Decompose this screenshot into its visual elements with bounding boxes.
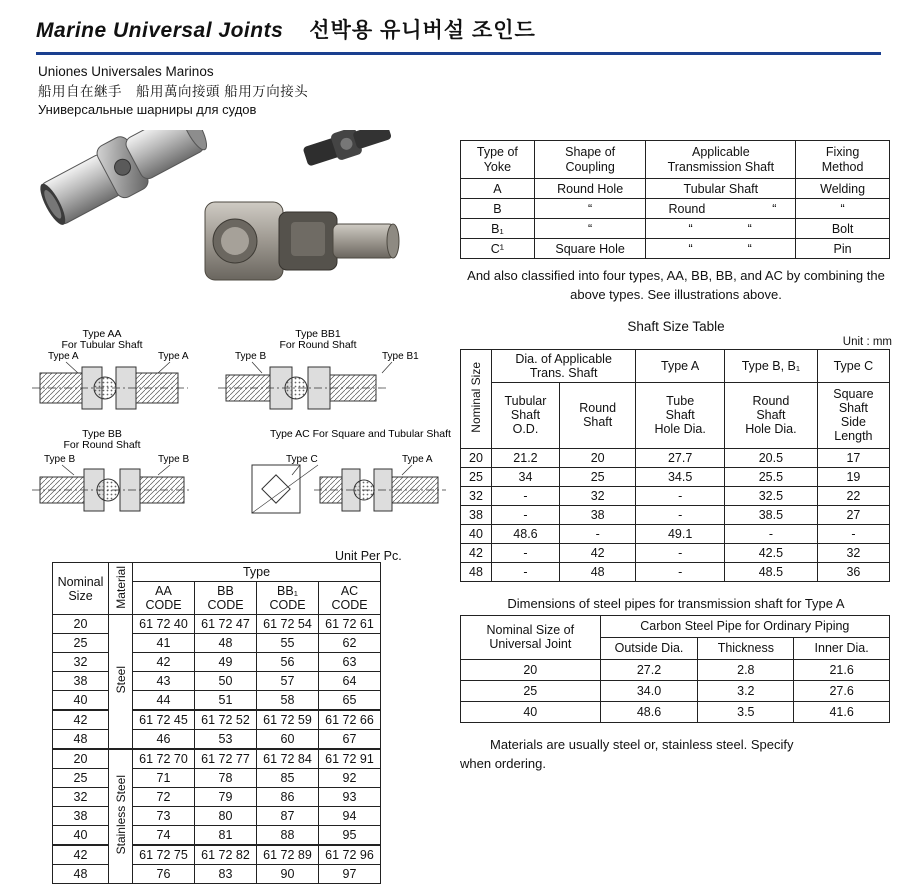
code-table-header-nominal: Nominal Size: [53, 563, 109, 615]
svg-text:Type BB: Type BB: [82, 428, 122, 440]
page-title-korean: 선박용 유니버설 조인드: [309, 19, 536, 42]
material-stainless-steel: Stainless Steel: [109, 749, 133, 884]
shaft-sub-round: Round Shaft: [560, 382, 636, 448]
table-row: 38 43 50 57 64: [53, 672, 381, 691]
svg-text:Type C: Type C: [286, 454, 318, 465]
yoke-header-coupling: Shape of Coupling: [534, 141, 646, 179]
pipe-sub-outside: Outside Dia.: [600, 637, 698, 659]
yoke-header-type: Type of Yoke: [461, 141, 535, 179]
code-col-bb: BB CODE: [195, 582, 257, 615]
shaft-header-nominal: Nominal Size: [461, 349, 492, 448]
shaft-size-table-title: Shaft Size Table: [627, 318, 725, 334]
right-column: [460, 140, 892, 774]
steel-pipe-table: [460, 615, 890, 723]
table-row: A Round Hole Tubular Shaft Welding: [461, 179, 890, 199]
table-row: C¹ Square Hole “ “ Pin: [461, 239, 890, 259]
header-divider: [36, 52, 881, 55]
table-row: 32 42 49 56 63: [53, 653, 381, 672]
svg-text:Type BB1: Type BB1: [295, 328, 341, 340]
yoke-header-fixing: Fixing Method: [796, 141, 890, 179]
svg-text:Type AC For Square and Tubul: Type AC For Square and Tubular Shaft: [270, 428, 451, 440]
shaft-header-type-b: Type B, B₁: [725, 349, 818, 382]
code-table: [52, 562, 381, 884]
table-row: 40 48.6 3.5 41.6: [461, 701, 890, 722]
table-row: B “ Round “ “: [461, 199, 890, 219]
code-col-bb1: BB₁ CODE: [257, 582, 319, 615]
table-row: 20 Steel 61 72 40 61 72 47 61 72 54 61 72 61: [53, 615, 381, 634]
table-row: 25 34 25 34.5 25.5 19: [461, 467, 890, 486]
table-row: 20 Stainless Steel 61 72 70 61 72 77 61 72 84 61 72 91: [53, 749, 381, 769]
table-row: 48 46 53 60 67: [53, 730, 381, 750]
code-table-header-material: Material: [109, 563, 133, 615]
svg-text:Type A: Type A: [48, 351, 79, 362]
svg-text:For Round Shaft: For Round Shaft: [63, 439, 141, 451]
shaft-header-type-a: Type A: [636, 349, 725, 382]
material-steel: Steel: [109, 615, 133, 750]
shaft-sub-tube-hole: Tube Shaft Hole Dia.: [636, 382, 725, 448]
table-row: 40 74 81 88 95: [53, 826, 381, 846]
polished-joint: [33, 130, 214, 233]
table-row: 48 76 83 90 97: [53, 865, 381, 884]
product-photo-area: [20, 130, 450, 320]
unit-per-pc-label: Unit Per Pc.: [335, 549, 402, 563]
table-row: 25 71 78 85 92: [53, 769, 381, 788]
shaft-size-table: [460, 349, 890, 582]
type-diagrams: [30, 325, 460, 555]
subtitle-spanish: Uniones Universales Marinos: [38, 64, 214, 79]
table-row: 42 61 72 45 61 72 52 61 72 59 61 72 66: [53, 710, 381, 730]
subtitle-cjk: 船用自在継手 船用萬向接頭 船用万向接头: [38, 83, 309, 99]
table-row: 40 44 51 58 65: [53, 691, 381, 711]
table-row: 20 21.2 20 27.7 20.5 17: [461, 448, 890, 467]
table-row: 32 72 79 86 93: [53, 788, 381, 807]
page-title: Marine Universal Joints: [36, 19, 284, 42]
shaft-header-type-c: Type C: [817, 349, 889, 382]
svg-text:Type B: Type B: [235, 351, 267, 362]
table-row: 48 - 48 - 48.5 36: [461, 562, 890, 581]
code-col-ac: AC CODE: [319, 582, 381, 615]
subtitle-russian: Универсальные шарниры для судов: [38, 102, 257, 118]
cast-joint: [205, 202, 399, 280]
table-row: 42 61 72 75 61 72 82 61 72 89 61 72 96: [53, 845, 381, 865]
materials-note: Materials are usually steel or, stainless steel. Specify when ordering.: [460, 736, 794, 772]
svg-text:Type B: Type B: [158, 454, 190, 465]
page-header: [36, 14, 881, 44]
svg-text:For Tubular Shaft: For Tubular Shaft: [61, 339, 143, 351]
table-row: 42 - 42 - 42.5 32: [461, 543, 890, 562]
pipe-sub-thickness: Thickness: [698, 637, 794, 659]
svg-text:Type B1: Type B1: [382, 351, 419, 362]
pipe-header-nominal: Nominal Size of Universal Joint: [461, 615, 601, 659]
code-table-header-type: Type: [133, 563, 381, 582]
table-row: 38 - 38 - 38.5 27: [461, 505, 890, 524]
universal-joint-illustration: [20, 130, 450, 320]
shaft-sub-tubular-od: Tubular Shaft O.D.: [491, 382, 559, 448]
svg-text:For Round Shaft: For Round Shaft: [279, 339, 357, 351]
assembly-type-diagrams: [30, 325, 460, 560]
table-row: 38 73 80 87 94: [53, 807, 381, 826]
yoke-header-shaft: Applicable Transmission Shaft: [646, 141, 796, 179]
yoke-type-table: [460, 140, 890, 259]
pipe-table-title: Dimensions of steel pipes for transmission shaft for Type A: [507, 595, 845, 611]
svg-text:Type A: Type A: [402, 454, 433, 465]
shaft-header-dia-applicable: Dia. of Applicable Trans. Shaft: [491, 349, 635, 382]
shaft-sub-round-hole: Round Shaft Hole Dia.: [725, 382, 818, 448]
subtitle-block: [38, 62, 308, 120]
code-col-aa: AA CODE: [133, 582, 195, 615]
classification-note: And also classified into four types, AA, BB, BB, and AC by combining the above types. See illustrations above.: [467, 268, 885, 302]
table-row: 25 34.0 3.2 27.6: [461, 680, 890, 701]
svg-text:Type B: Type B: [44, 454, 76, 465]
small-joint-icon: [301, 130, 393, 170]
svg-text:Type A: Type A: [158, 351, 189, 362]
pipe-sub-inner: Inner Dia.: [794, 637, 890, 659]
pipe-header-group: Carbon Steel Pipe for Ordinary Piping: [600, 615, 889, 637]
unit-mm-label: Unit : mm: [842, 335, 892, 348]
table-row: 25 41 48 55 62: [53, 634, 381, 653]
table-row: B₁ “ “ “ Bolt: [461, 219, 890, 239]
table-row: 20 27.2 2.8 21.6: [461, 659, 890, 680]
shaft-sub-square-side: Square Shaft Side Length: [817, 382, 889, 448]
table-row: 40 48.6 - 49.1 - -: [461, 524, 890, 543]
table-row: 32 - 32 - 32.5 22: [461, 486, 890, 505]
svg-text:Type AA: Type AA: [82, 328, 122, 340]
